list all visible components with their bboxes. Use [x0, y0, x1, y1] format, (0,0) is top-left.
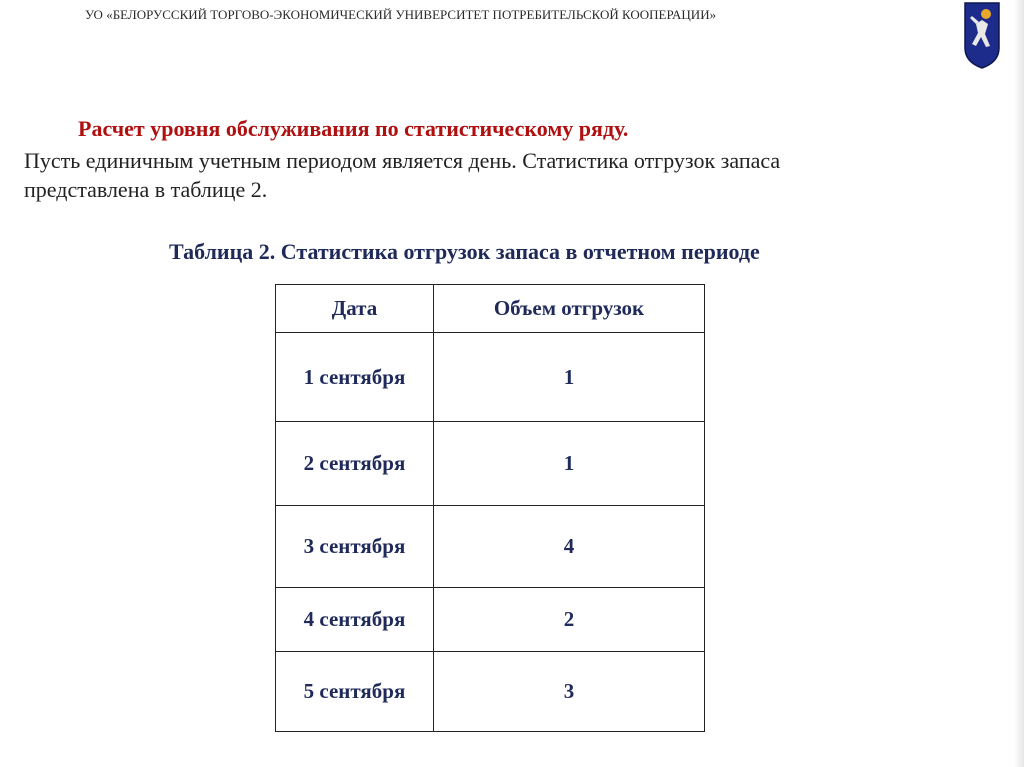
cell-volume: 1 — [434, 422, 705, 506]
table-row — [276, 333, 705, 422]
paragraph-line-1: Пусть единичным учетным периодом является день. Статистика отгрузок запаса — [24, 148, 781, 173]
table-row — [276, 588, 705, 652]
intro-paragraph — [24, 146, 924, 204]
university-emblem-icon — [962, 0, 1002, 70]
cell-volume: 3 — [434, 652, 705, 732]
paragraph-line-2: представлена в таблице 2. — [24, 177, 268, 202]
cell-date: 1 сентября — [276, 333, 434, 422]
cell-volume: 2 — [434, 588, 705, 652]
column-header-volume: Объем отгрузок — [434, 285, 705, 333]
cell-date: 3 сентября — [276, 506, 434, 588]
table-header-row — [276, 285, 705, 333]
cell-volume: 4 — [434, 506, 705, 588]
cell-date: 4 сентября — [276, 588, 434, 652]
cell-volume: 1 — [434, 333, 705, 422]
table-row — [276, 506, 705, 588]
shipments-table — [275, 284, 705, 732]
institution-header: УО «БЕЛОРУССКИЙ ТОРГОВО-ЭКОНОМИЧЕСКИЙ УНИВЕРСИТЕТ ПОТРЕБИТЕЛЬСКОЙ КООПЕРАЦИИ» — [85, 7, 717, 22]
table-row — [276, 422, 705, 506]
cell-date: 2 сентября — [276, 422, 434, 506]
column-header-date: Дата — [276, 285, 434, 333]
cell-date: 5 сентября — [276, 652, 434, 732]
slide-edge-shadow — [1014, 0, 1024, 767]
section-heading: Расчет уровня обслуживания по статистическому ряду. — [78, 116, 629, 141]
table-row — [276, 652, 705, 732]
table-caption: Таблица 2. Статистика отгрузок запаса в отчетном периоде — [169, 239, 760, 264]
